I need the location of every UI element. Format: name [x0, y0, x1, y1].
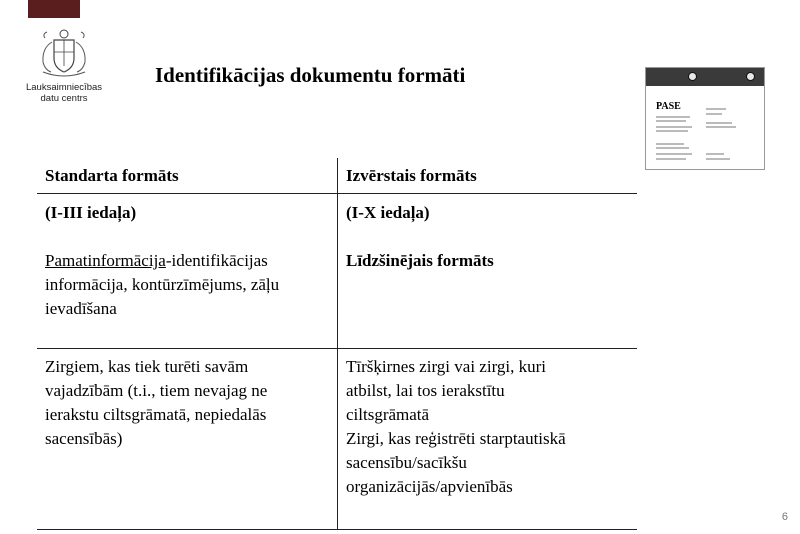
passport-image [645, 67, 765, 170]
logo-line-1: Lauksaimniecības [25, 82, 103, 93]
left-description [45, 249, 335, 321]
right-row2-line: atbilst, lai tos ierakstītu [346, 381, 505, 400]
right-row2-line: organizācijās/apvienībās [346, 477, 513, 496]
left-row2-line: sacensībās) [45, 429, 123, 448]
page-title: Identifikācijas dokumentu formāti [155, 63, 466, 87]
formats-table [37, 158, 637, 530]
right-row2-text [346, 355, 636, 499]
header-divider [37, 193, 637, 194]
top-accent-bar [28, 0, 80, 18]
logo-line-2: datu centrs [40, 93, 88, 104]
logo [14, 26, 114, 104]
column-divider [337, 158, 338, 530]
header-standard-format: Standarta formāts [45, 166, 179, 185]
right-note: Līdzšinējais formāts [346, 251, 494, 270]
left-desc-line-3: ievadīšana [45, 299, 117, 318]
right-section-label: (I-X iedaļa) [346, 203, 430, 222]
left-row2-line: ierakstu ciltsgrāmatā, nepiedalās [45, 405, 267, 424]
right-row2-line: ciltsgrāmatā [346, 405, 430, 424]
left-row2-line: Zirgiem, kas tiek turēti savām [45, 357, 249, 376]
left-section-label: (I-III iedaļa) [45, 203, 137, 222]
basic-info-term: Pamatinformācija [45, 251, 166, 270]
page-number: 6 [781, 511, 788, 523]
row-divider [37, 348, 637, 349]
right-row2-line: Tīršķirnes zirgi vai zirgi, kuri [346, 357, 547, 376]
passport-heading: PASE [656, 101, 681, 112]
coat-of-arms-icon [35, 26, 93, 80]
left-row2-text [45, 355, 335, 451]
right-row2-line: sacensību/sacīkšu [346, 453, 467, 472]
left-row2-line: vajadzībām (t.i., tiem nevajag ne [45, 381, 268, 400]
left-desc-part-1: -identifikācijas [165, 251, 268, 270]
header-extended-format: Izvērstais formāts [346, 166, 477, 185]
left-desc-line-2: informācija, kontūrzīmējums, zāļu [45, 275, 280, 294]
right-row2-line: Zirgi, kas reģistrēti starptautiskā [346, 429, 566, 448]
table-bottom-border [37, 529, 637, 530]
